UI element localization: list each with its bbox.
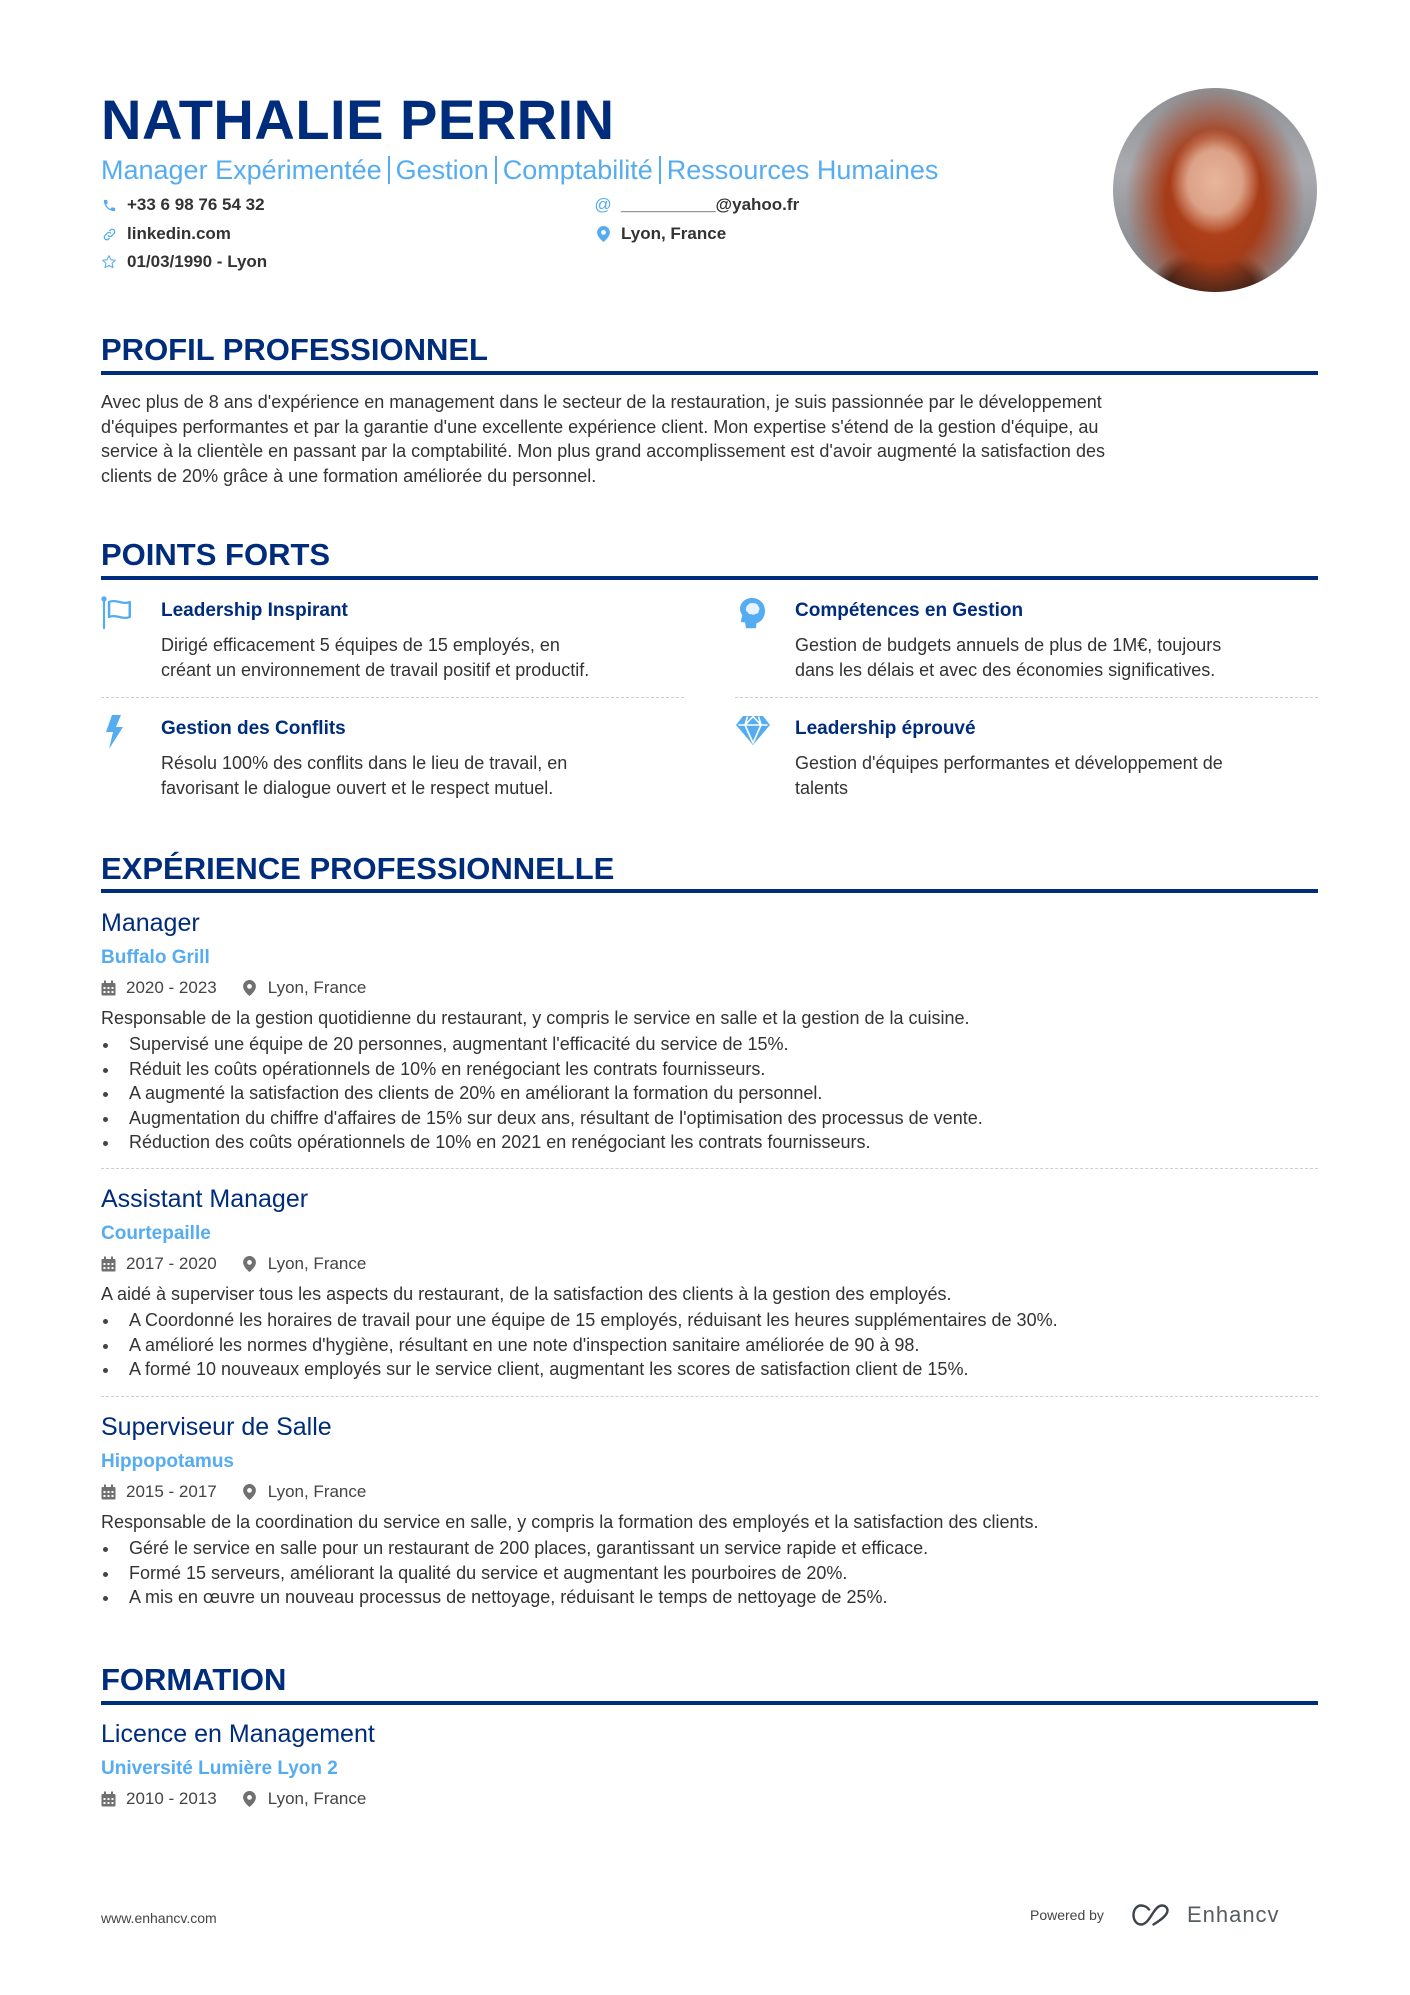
headline-separator <box>495 156 497 184</box>
section-divider <box>101 1701 1318 1705</box>
section-divider <box>101 889 1318 893</box>
achievement-item: A Coordonné les horaires de travail pour une équipe de 15 employés, réduisant les heures supplémentaires de 30%. <box>101 1308 1318 1333</box>
location-pin-icon <box>595 226 611 242</box>
section-title-strengths: POINTS FORTS <box>101 537 331 572</box>
job-divider <box>101 1168 1318 1169</box>
job-meta <box>101 977 366 999</box>
degree-title: Licence en Management <box>101 1720 375 1748</box>
job-description: Responsable de la coordination du service en salle, y compris la formation des employés et la satisfaction des clients. <box>101 1512 1039 1532</box>
lightning-icon <box>101 714 135 746</box>
job-achievements <box>101 1308 1318 1382</box>
star-icon <box>101 254 117 270</box>
company-name: Courtepaille <box>101 1223 211 1244</box>
strength-description <box>795 633 1315 682</box>
achievement-item: Augmentation du chiffre d'affaires de 15% sur deux ans, résultant de l'optimisation des processus de vente. <box>101 1106 1318 1131</box>
linkedin-link: linkedin.com <box>127 224 231 243</box>
achievement-item: Réduit les coûts opérationnels de 10% en renégociant les contrats fournisseurs. <box>101 1057 1318 1082</box>
education-dates: 2010 - 2013 <box>126 1789 217 1808</box>
location-pin-icon <box>243 1484 258 1500</box>
strength-description <box>161 633 681 682</box>
achievement-item: Réduction des coûts opérationnels de 10% en 2021 en renégociant les contrats fournisseurs. <box>101 1130 1318 1155</box>
job-meta <box>101 1253 366 1275</box>
job-location: Lyon, France <box>267 1254 367 1273</box>
education-location: Lyon, France <box>267 1789 367 1808</box>
achievement-item: A augmenté la satisfaction des clients de 20% en améliorant la formation du personnel. <box>101 1081 1318 1106</box>
job-location: Lyon, France <box>267 1482 367 1501</box>
calendar-icon <box>101 1484 116 1500</box>
achievement-item: A formé 10 nouveaux employés sur le service client, augmentant les scores de satisfaction client de 15%. <box>101 1357 1318 1382</box>
strength-divider <box>735 697 1318 698</box>
contact-linkedin[interactable] <box>101 222 231 246</box>
headline-part: Comptabilité <box>502 155 653 185</box>
education-meta <box>101 1788 366 1810</box>
job-dates: 2020 - 2023 <box>126 978 217 997</box>
brand-name: Enhancv <box>1186 1902 1280 1927</box>
enhancv-logo-icon <box>1131 1903 1177 1927</box>
job-dates: 2015 - 2017 <box>126 1482 217 1501</box>
calendar-icon <box>101 1791 116 1807</box>
headline-separator <box>388 156 390 184</box>
achievement-item: A amélioré les normes d'hygiène, résultant en une note d'inspection sanitaire améliorée de 90 à 98. <box>101 1333 1318 1358</box>
birth-info: 01/03/1990 - Lyon <box>127 252 268 271</box>
location-pin-icon <box>243 980 258 996</box>
job-achievements <box>101 1536 1318 1610</box>
strength-divider <box>101 697 684 698</box>
headline-separator <box>659 156 661 184</box>
job-dates: 2017 - 2020 <box>126 1254 217 1273</box>
at-icon: @ <box>594 195 612 214</box>
company-name: Hippopotamus <box>101 1451 234 1472</box>
contact-birth <box>101 250 267 274</box>
calendar-icon <box>101 1256 116 1272</box>
profile-line: service à la clientèle en passant par la comptabilité. Mon plus grand accomplissement est d'avoir augmenté la satisfaction des <box>101 441 1105 461</box>
phone-icon <box>101 197 117 213</box>
headline-part: Manager Expérimentée <box>101 155 382 185</box>
flag-icon <box>101 596 135 628</box>
contact-phone[interactable] <box>101 193 265 217</box>
strength-title: Gestion des Conflits <box>161 718 346 739</box>
footer-branding <box>1030 1902 1280 1928</box>
contact-email[interactable] <box>595 193 799 217</box>
job-title: Manager <box>101 909 200 937</box>
job-title: Assistant Manager <box>101 1185 309 1213</box>
phone-number: +33 6 98 76 54 32 <box>127 195 265 214</box>
job-title: Superviseur de Salle <box>101 1413 332 1441</box>
strength-title: Leadership éprouvé <box>795 718 976 739</box>
section-title-education: FORMATION <box>101 1662 287 1697</box>
strength-desc-line: créant un environnement de travail positif et productif. <box>161 659 590 680</box>
profile-line: clients de 20% grâce à une formation améliorée du personnel. <box>101 465 597 486</box>
candidate-headline <box>101 153 938 187</box>
job-divider <box>101 1396 1318 1397</box>
achievement-item: A mis en œuvre un nouveau processus de nettoyage, réduisant le temps de nettoyage de 25%. <box>101 1585 1318 1610</box>
strength-description <box>161 751 681 800</box>
job-description: A aidé à superviser tous les aspects du restaurant, de la satisfaction des clients à la gestion des employés. <box>101 1284 952 1304</box>
footer-website[interactable]: www.enhancv.com <box>101 1910 217 1926</box>
location-pin-icon <box>243 1256 258 1272</box>
profile-line: d'équipes performantes et par la garantie d'une excellente expérience client. Mon expertise s'étend de la gestion d'équipe, au <box>101 416 1099 437</box>
company-name: Buffalo Grill <box>101 947 210 968</box>
achievement-item: Supervisé une équipe de 20 personnes, augmentant l'efficacité du service de 15%. <box>101 1032 1318 1057</box>
powered-by-label: Powered by <box>1030 1907 1104 1923</box>
job-location: Lyon, France <box>267 978 367 997</box>
strength-title: Compétences en Gestion <box>795 600 1024 621</box>
section-divider <box>101 576 1318 580</box>
calendar-icon <box>101 980 116 996</box>
strength-desc-line: Dirigé efficacement 5 équipes de 15 employés, en <box>161 635 560 655</box>
section-title-profile: PROFIL PROFESSIONNEL <box>101 332 488 367</box>
achievement-item: Géré le service en salle pour un restaurant de 200 places, garantissant un service rapide et efficace. <box>101 1536 1318 1561</box>
email-address: __________@yahoo.fr <box>621 195 800 214</box>
strength-desc-line: talents <box>795 777 849 798</box>
strength-title: Leadership Inspirant <box>161 600 348 621</box>
section-title-experience: EXPÉRIENCE PROFESSIONNELLE <box>101 851 615 886</box>
school-name: Université Lumière Lyon 2 <box>101 1758 338 1779</box>
profile-line: Avec plus de 8 ans d'expérience en management dans le secteur de la restauration, je suis passionnée par le développement <box>101 392 1102 412</box>
strength-desc-line: Gestion d'équipes performantes et développement de <box>795 753 1223 773</box>
job-meta <box>101 1481 366 1503</box>
link-icon <box>101 226 117 242</box>
headline-part: Ressources Humaines <box>666 155 939 185</box>
diamond-icon <box>735 714 769 746</box>
contact-location <box>595 222 726 246</box>
profile-summary <box>101 390 1318 488</box>
section-divider <box>101 371 1318 375</box>
candidate-name: NATHALIE PERRIN <box>101 88 615 151</box>
headline-part: Gestion <box>395 155 489 185</box>
job-description: Responsable de la gestion quotidienne du restaurant, y compris le service en salle et la gestion de la cuisine. <box>101 1008 970 1028</box>
profile-photo <box>1113 88 1317 292</box>
location-text: Lyon, France <box>621 224 727 243</box>
strength-desc-line: Résolu 100% des conflits dans le lieu de travail, en <box>161 753 568 773</box>
head-brain-icon <box>735 596 769 628</box>
strength-description <box>795 751 1315 800</box>
achievement-item: Formé 15 serveurs, améliorant la qualité du service et augmentant les pourboires de 20%. <box>101 1561 1318 1586</box>
location-pin-icon <box>243 1791 258 1807</box>
strength-desc-line: favorisant le dialogue ouvert et le respect mutuel. <box>161 777 554 798</box>
strength-desc-line: Gestion de budgets annuels de plus de 1M€, toujours <box>795 635 1222 655</box>
strength-desc-line: dans les délais et avec des économies significatives. <box>795 659 1216 680</box>
job-achievements <box>101 1032 1318 1155</box>
